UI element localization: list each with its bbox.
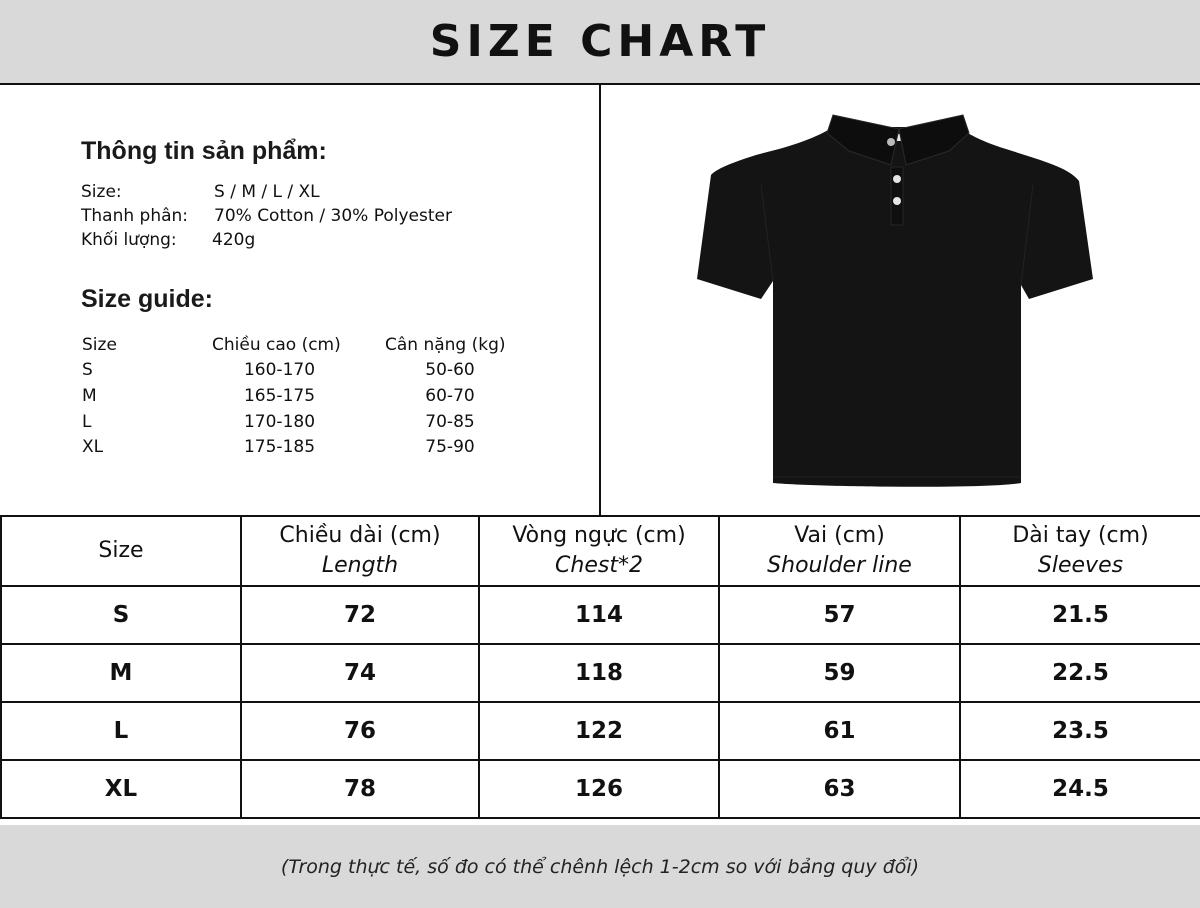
spec-label: Thanh phân: [81, 206, 189, 226]
size-guide-cell: 60-70 [425, 386, 475, 406]
spec-label: Khối lượng: [81, 230, 177, 250]
column-header-sublabel: Shoulder line [767, 553, 912, 578]
size-guide-cell: 175-185 [243, 437, 316, 457]
table-cell: 122 [479, 702, 719, 760]
table-cell: 22.5 [960, 644, 1200, 702]
column-header-label: Chiều dài (cm) [279, 523, 441, 548]
column-header-shoulder [719, 516, 960, 586]
column-header-sublabel: Length [321, 553, 399, 578]
size-guide-cell: 165-175 [243, 386, 316, 406]
spec-value: 420g [212, 230, 256, 250]
table-row [1, 702, 1200, 760]
table-cell-size: M [1, 644, 241, 702]
column-header-sublabel: Chest*2 [555, 553, 643, 578]
size-guide-cell: M [82, 386, 97, 406]
size-guide-row [82, 412, 542, 436]
size-guide-cell: S [82, 360, 93, 380]
size-guide-row [82, 360, 542, 384]
table-cell: 118 [479, 644, 719, 702]
size-guide-row [82, 386, 542, 410]
size-guide-cell: 170-180 [243, 412, 316, 432]
table-cell: 21.5 [960, 586, 1200, 644]
table-cell: 59 [719, 644, 960, 702]
table-cell: 72 [241, 586, 479, 644]
size-guide-cell: L [82, 412, 92, 432]
table-cell: 57 [719, 586, 960, 644]
product-image-panel [601, 85, 1200, 515]
size-guide-cell: XL [82, 437, 104, 457]
column-header-length [241, 516, 479, 586]
page-title: SIZE CHART [429, 16, 771, 67]
product-info-heading: Thông tin sản phẩm: [81, 137, 327, 165]
table-cell: 61 [719, 702, 960, 760]
table-cell: 78 [241, 760, 479, 818]
table-cell: 114 [479, 586, 719, 644]
column-header-chest [479, 516, 719, 586]
column-header-sleeves [960, 516, 1200, 586]
spec-value: 70% Cotton / 30% Polyester [214, 206, 452, 226]
spec-label: Size: [81, 182, 122, 202]
column-header-label: Vòng ngực (cm) [512, 523, 686, 548]
size-guide-cell: 70-85 [425, 412, 475, 432]
size-guide-cell: 160-170 [243, 360, 316, 380]
size-guide-heading: Size guide: [81, 285, 213, 313]
table-cell: 23.5 [960, 702, 1200, 760]
size-guide-col-header: Size [82, 335, 117, 355]
column-header-label: Size [98, 538, 144, 563]
table-cell: 126 [479, 760, 719, 818]
size-guide-cell: 75-90 [425, 437, 475, 457]
size-guide-header-row [82, 335, 542, 359]
column-header-size [1, 516, 241, 586]
size-guide-cell: 50-60 [425, 360, 475, 380]
size-guide-col-header: Chiều cao (cm) [212, 335, 341, 355]
column-header-label: Dài tay (cm) [1012, 523, 1149, 548]
size-guide-row [82, 437, 542, 461]
table-header-row [1, 516, 1200, 586]
header-band [0, 0, 1200, 85]
table-cell: 63 [719, 760, 960, 818]
table-cell-size: S [1, 586, 241, 644]
footer-band [0, 825, 1200, 908]
footer-note: (Trong thực tế, số đo có thể chênh lệch 1-2cm so với bảng quy đổi) [280, 855, 920, 878]
table-cell-size: L [1, 702, 241, 760]
table-row [1, 586, 1200, 644]
measurement-table [0, 515, 1200, 819]
size-guide-col-header: Cân nặng (kg) [385, 335, 506, 355]
table-cell-size: XL [1, 760, 241, 818]
table-cell: 74 [241, 644, 479, 702]
table-row [1, 644, 1200, 702]
spec-value: S / M / L / XL [214, 182, 320, 202]
table-row [1, 760, 1200, 818]
black-polo-shirt-icon [601, 85, 1200, 515]
product-info-panel [0, 85, 600, 515]
column-header-label: Vai (cm) [794, 523, 885, 548]
table-cell: 24.5 [960, 760, 1200, 818]
table-cell: 76 [241, 702, 479, 760]
column-header-sublabel: Sleeves [1037, 553, 1124, 578]
